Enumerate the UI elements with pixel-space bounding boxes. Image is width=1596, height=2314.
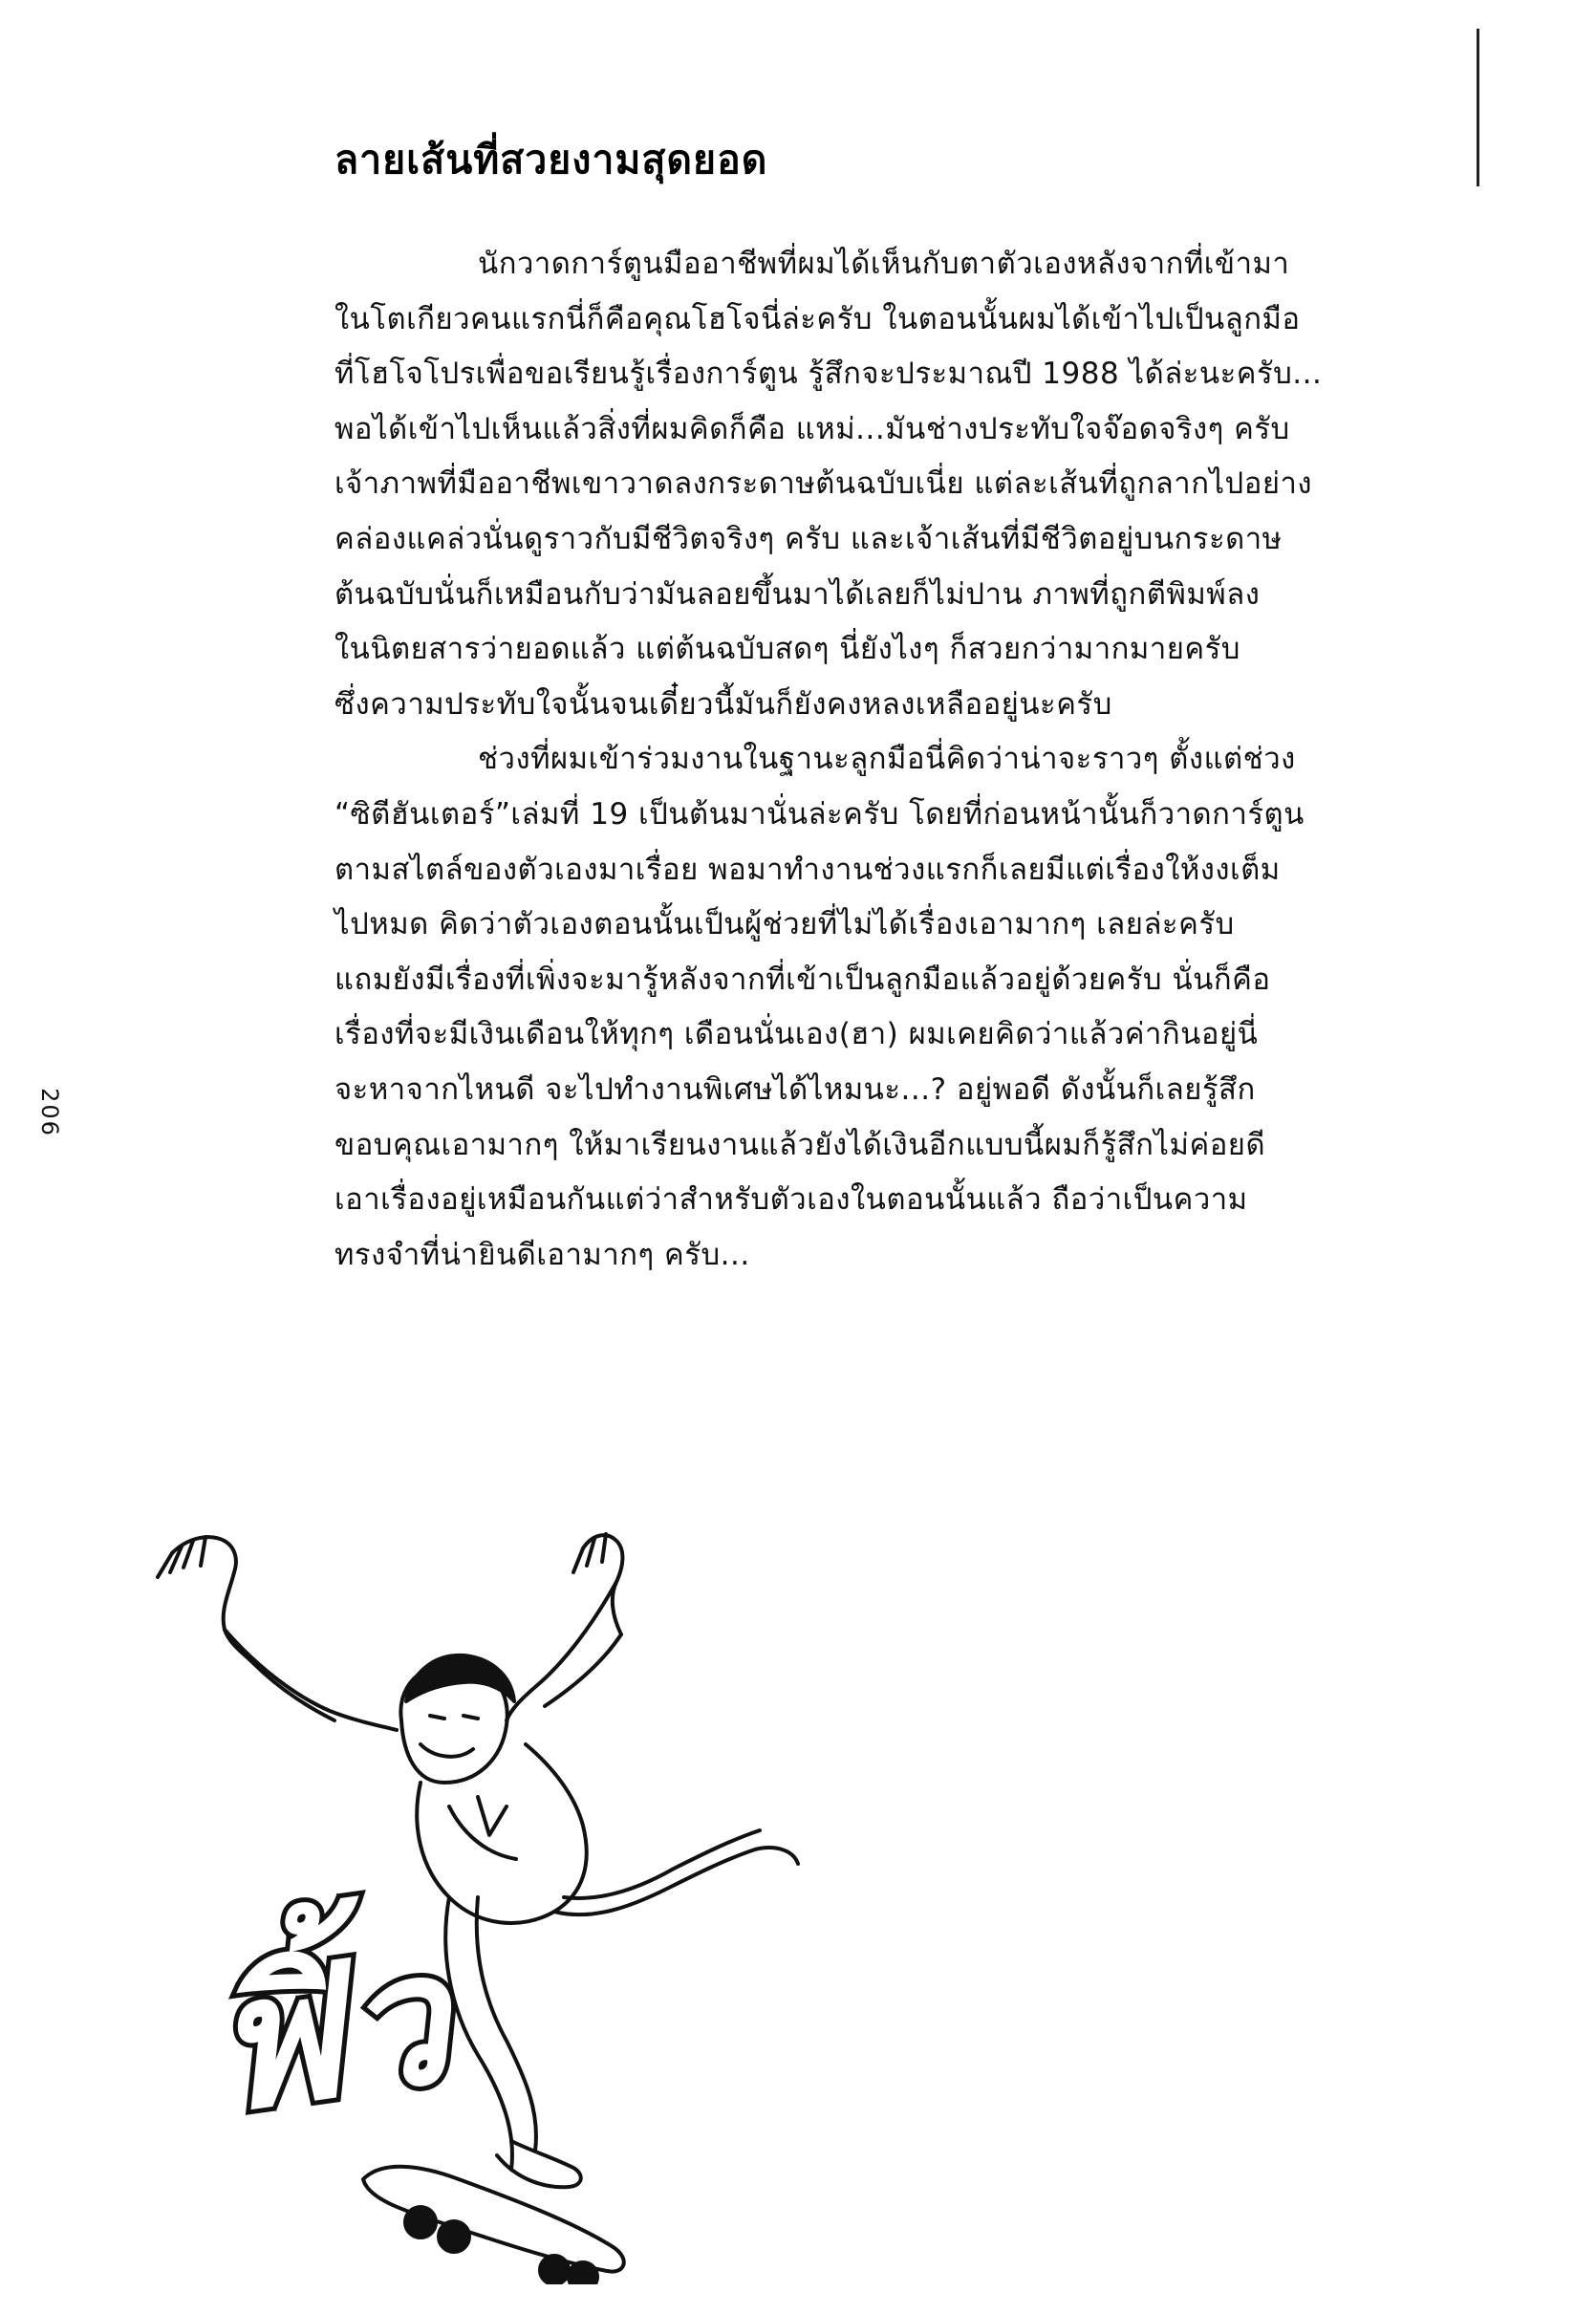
text-line: นักวาดการ์ตูนมืออาชีพที่ผมได้เห็นกับตาตัวเองหลังจากที่เข้ามา [478,247,1290,281]
torso [417,1744,587,1923]
text-line: ที่โฮโจโปรเพื่อขอเรียนรู้เรื่องการ์ตูน รู้สึกจะประมาณปี 1988 ได้ล่ะนะครับ... [334,357,1323,392]
text-line: ทรงจำที่น่ายินดีเอามากๆ ครับ... [334,1237,750,1272]
sfx-lettering [193,1883,471,2154]
wheel [405,2207,436,2238]
skateboarder-illustration [134,1520,879,2284]
text-line: เอาเรื่องอยู่เหมือนกันแต่ว่าสำหรับตัวเองในตอนนั้นแล้ว ถือว่าเป็นความ [334,1182,1248,1218]
left-arm [225,1630,397,1730]
shoe [497,2141,581,2187]
text-line: ช่วงที่ผมเข้าร่วมงานในฐานะลูกมือนี่คิดว่าน่าจะราวๆ ตั้งแต่ช่วง [478,742,1296,777]
text-line: ซึ่งความประทับใจนั้นจนเดี๋ยวนี้มันก็ยังคงหลงเหลืออยู่นะครับ [334,686,1112,722]
wheel [569,2262,597,2284]
text-line: ตามสไตล์ของตัวเองมาเรื่อย พอมาทำงานช่วงแรกก็เลยมีแต่เรื่องให้งงเต็ม [334,852,1281,887]
hair [406,1655,514,1701]
skateboard [363,2167,624,2284]
page-edge-line [1477,29,1479,186]
text-line: แถมยังมีเรื่องที่เพิ่งจะมารู้หลังจากที่เข้าเป็นลูกมือแล้วอยู่ด้วยครับ นั่นก็คือ [334,962,1271,997]
page-number: 206 [35,1088,63,1137]
text-line: จะหาจากไหนดี จะไปทำงานพิเศษได้ไหมนะ...? อยู่พอดี ดังนั้นก็เลยรู้สึก [334,1071,1256,1107]
wheel [540,2256,569,2284]
text-line: เจ้าภาพที่มืออาชีพเขาวาดลงกระดาษต้นฉบับเนี่ย แต่ละเส้นที่ถูกลากไปอย่าง [334,466,1313,502]
right-arm [507,1582,616,1720]
text-line: ในโตเกียวคนแรกนี่ก็คือคุณโฮโจนี่ล่ะครับ ในตอนนั้นผมได้เข้าไปเป็นลูกมือ [334,301,1301,336]
wheel [439,2221,469,2252]
paragraph-2 [334,732,1424,1283]
back-leg [554,1848,798,1914]
sfx-text: ฟิ้ว [197,1911,466,2154]
text-line: เรื่องที่จะมีเงินเดือนให้ทุกๆ เดือนนั่นเอง(ฮา) ผมเคยคิดว่าแล้วค่ากินอยู่นี่ [334,1017,1259,1052]
body-text [334,237,1424,1283]
text-line: ขอบคุณเอามากๆ ให้มาเรียนงานแล้วยังได้เงินอีกแบบนี้ผมก็รู้สึกไม่ค่อยดี [334,1127,1266,1162]
face-smile [421,1744,473,1757]
text-line: ไปหมด คิดว่าตัวเองตอนนั้นเป็นผู้ช่วยที่ไม่ได้เรื่องเอามากๆ เลยล่ะครับ [334,907,1235,942]
page-title: ลายเส้นที่สวยงามสุดยอด [334,137,768,183]
text-line: คล่องแคล่วนั่นดูราวกับมีชีวิตจริงๆ ครับ และเจ้าเส้นที่มีชีวิตอยู่บนกระดาษ [334,521,1283,556]
text-line: “ซิตีฮันเตอร์”เล่มที่ 19 เป็นต้นมานั่นล่ะครับ โดยที่ก่อนหน้านั้นก็วาดการ์ตูน [334,796,1305,832]
left-hand [172,1537,253,1663]
paragraph-1 [334,237,1424,732]
text-line: ต้นฉบับนั่นก็เหมือนกับว่ามันลอยขึ้นมาได้เลยก็ไม่ปาน ภาพที่ถูกตีพิมพ์ลง [334,576,1261,612]
text-line: ในนิตยสารว่ายอดแล้ว แต่ต้นฉบับสดๆ นี่ยังไงๆ ก็สวยกว่ามากมายครับ [334,632,1240,667]
text-line: พอได้เข้าไปเห็นแล้วสิ่งที่ผมคิดก็คือ แหม่...มันช่างประทับใจจ๊อดจริงๆ ครับ [334,411,1290,446]
